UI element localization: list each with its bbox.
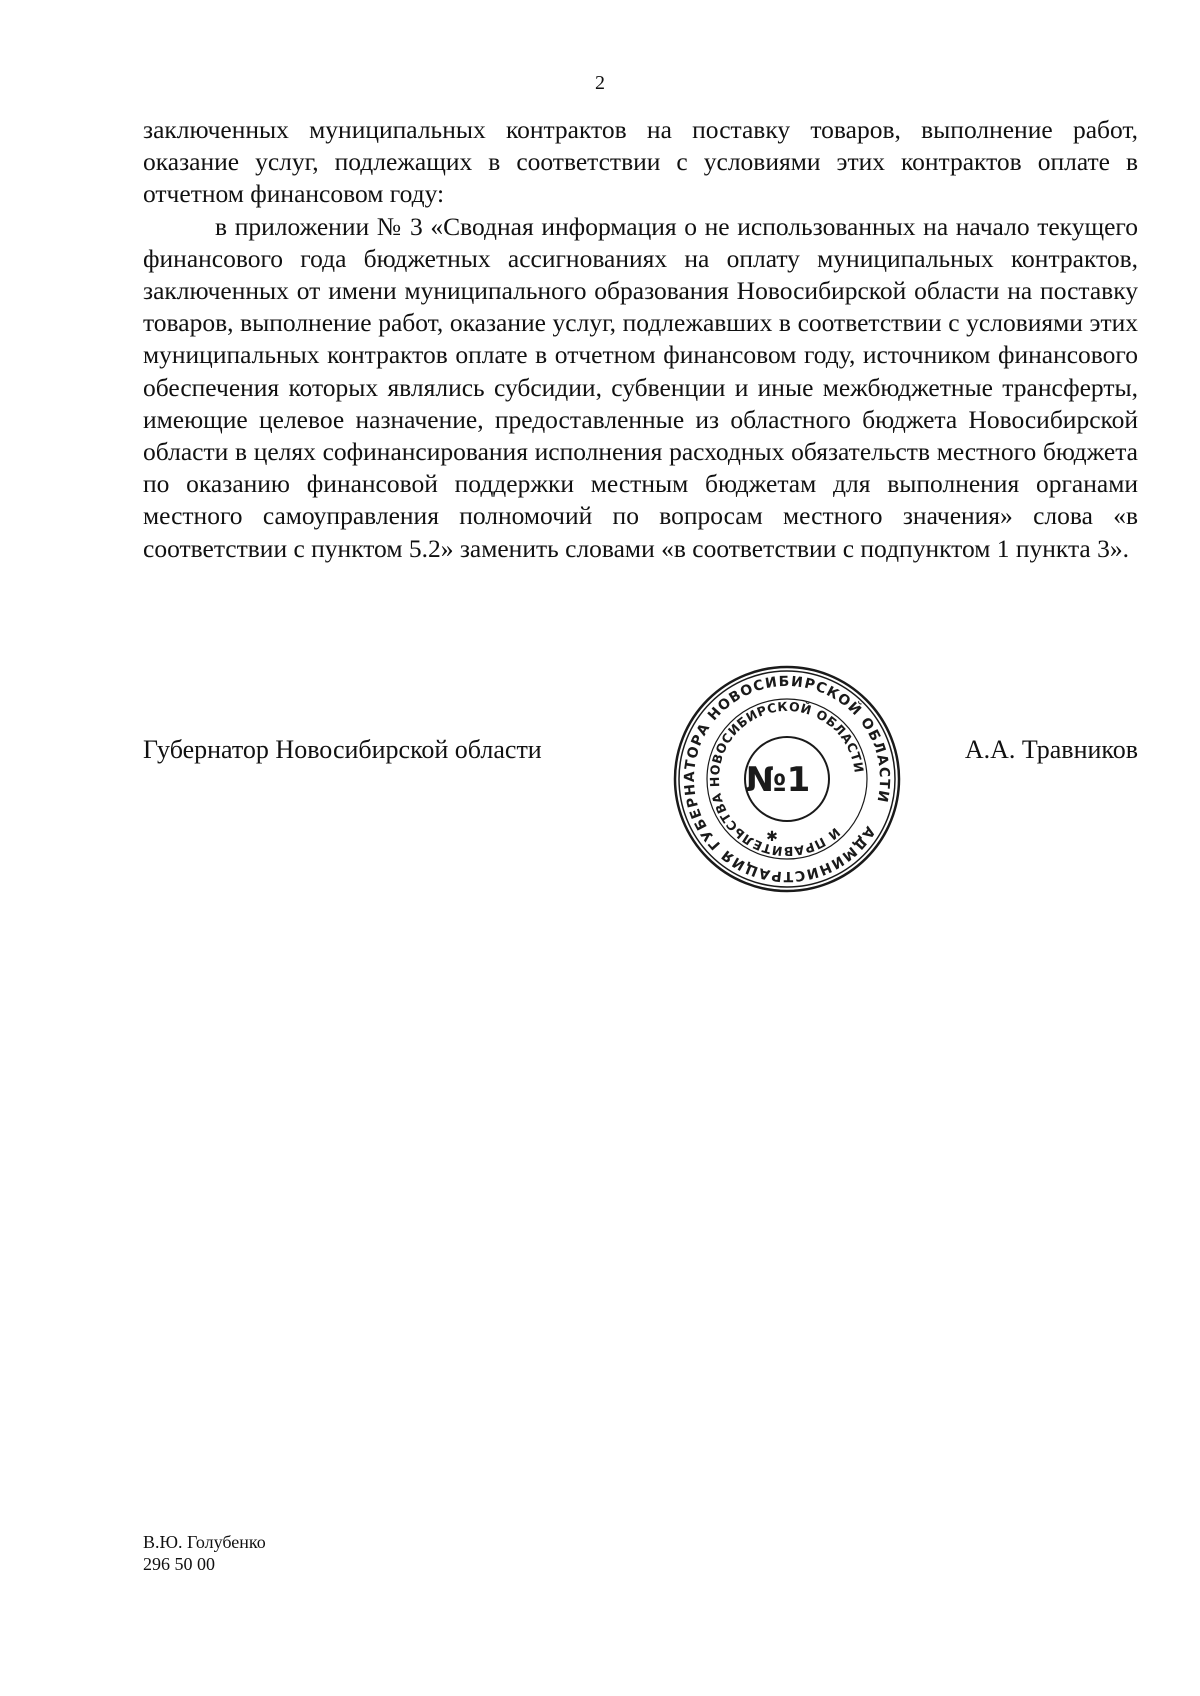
seal-star-icon: ✱ <box>766 829 778 845</box>
official-seal <box>672 664 902 894</box>
executor-phone: 296 50 00 <box>143 1554 215 1574</box>
signatory-name: А.А. Травников <box>964 735 1138 764</box>
seal-center-number: №1 <box>745 760 811 800</box>
paragraph-1: заключенных муниципальных контрактов на поставку товаров, выполнение работ, оказание услуг, подлежащих в соответствии с условиями этих контрактов оплате в отчетном финансовом году: <box>143 115 1138 209</box>
page-number: 2 <box>595 72 605 94</box>
seal-inner-text: И ПРАВИТЕЛЬСТВА НОВОСИБИРСКОЙ ОБЛАСТИ <box>706 698 867 860</box>
executor-block <box>143 1531 266 1575</box>
signatory-title: Губернатор Новосибирской области <box>143 735 542 764</box>
document-body <box>143 114 1138 565</box>
executor-name: В.Ю. Голубенко <box>143 1532 266 1552</box>
paragraph-2: в приложении № 3 «Сводная информация о не использованных на начало текущего финансового года бюджетных ассигнованиях на оплату муниципальных контрактов, заключенных от имени муниципального образования Новосибирской области на поставку товаров, выполнение работ, оказание услуг, подлежавших в соответствии с условиями этих муниципальных контрактов оплате в отчетном финансовом году, источником финансового обеспечения которых являлись субсидии, субвенции и иные межбюджетные трансферты, имеющие целевое назначение, предоставленные из областного бюджета Новосибирской области в целях софинансирования исполнения расходных обязательств местного бюджета по оказанию финансовой поддержки местным бюджетам для выполнения органами местного самоуправления полномочий по вопросам местного значения» слова «в соответствии с пунктом 5.2» заменить словами «в соответствии с подпунктом 1 пункта 3». <box>143 211 1138 563</box>
seal-outer-text: АДМИНИСТРАЦИЯ ГУБЕРНАТОРА НОВОСИБИРСКОЙ ОБЛАСТИ <box>681 673 893 885</box>
